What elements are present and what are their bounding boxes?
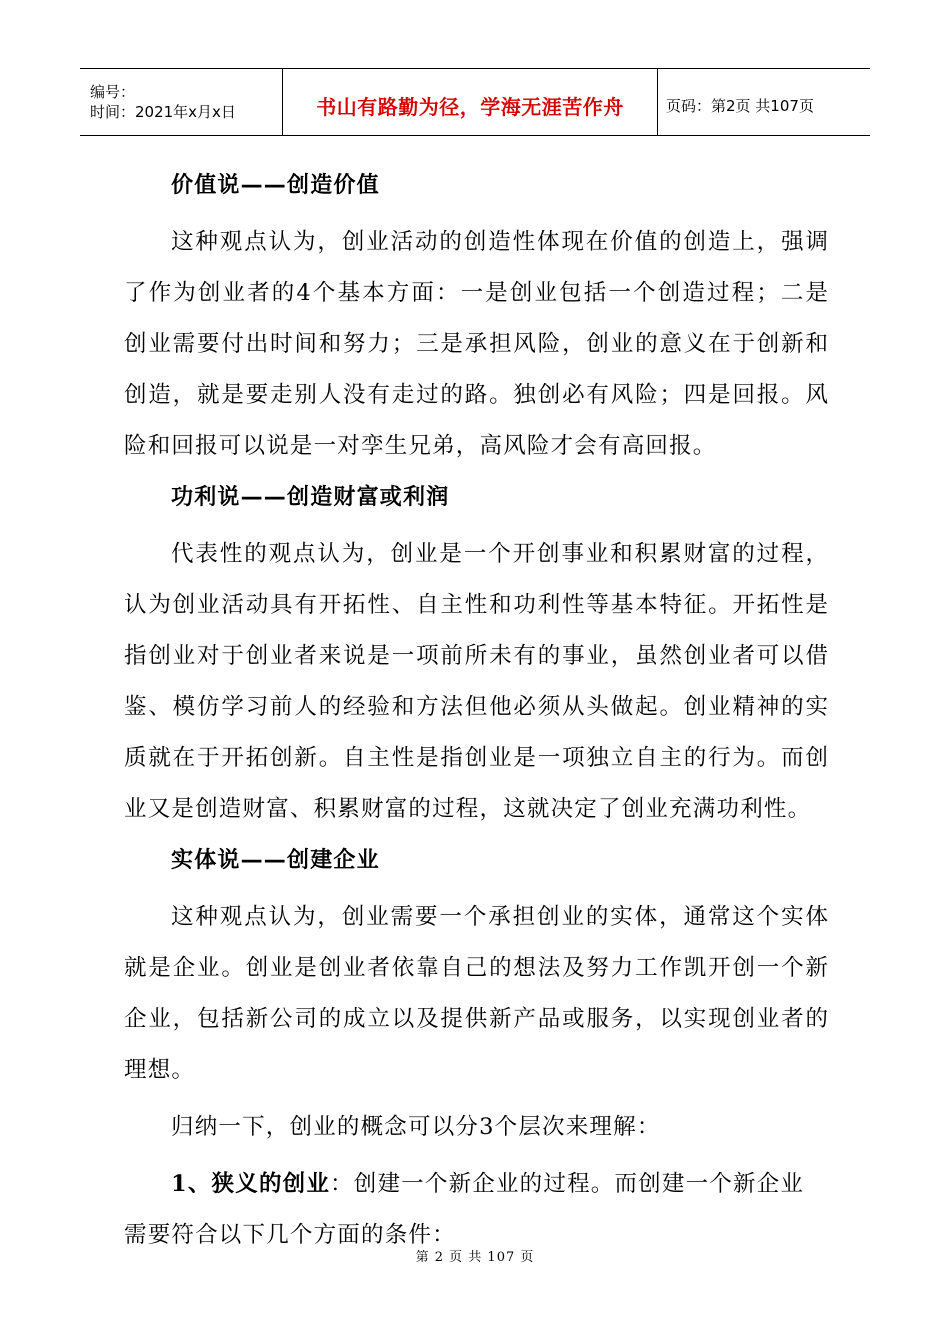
paragraph-line: 创造，就是要走别人没有走过的路。独创必有风险；四是回报。风 bbox=[124, 382, 828, 408]
definition-term: 1、狭义的创业 bbox=[171, 1171, 331, 1197]
definition-text: ：创建一个新企业的过程。而创建一个新企业 bbox=[330, 1171, 805, 1197]
paragraph-line: 理想。 bbox=[124, 1057, 196, 1083]
header-motto: 书山有路勤为径，学海无涯苦作舟 bbox=[316, 94, 624, 119]
document-date: 时间：2021年x月x日 bbox=[90, 103, 236, 121]
paragraph-line: 需要符合以下几个方面的条件： bbox=[124, 1222, 456, 1248]
paragraph-line: 代表性的观点认为，创业是一个开创事业和积累财富的过程， bbox=[171, 541, 828, 567]
header-motto-cell bbox=[283, 69, 658, 135]
document-number: 编号： bbox=[90, 83, 136, 101]
paragraph-line: 险和回报可以说是一对孪生兄弟，高风险才会有高回报。 bbox=[124, 433, 717, 459]
paragraph-line: 指创业对于创业者来说是一项前所未有的事业，虽然创业者可以借 bbox=[124, 643, 828, 669]
section-heading-value: 价值说——创造价值 bbox=[171, 173, 380, 198]
paragraph-line: 企业，包括新公司的成立以及提供新产品或服务，以实现创业者的 bbox=[124, 1006, 828, 1032]
header-meta-cell bbox=[80, 69, 283, 135]
paragraph-line: 这种观点认为，创业活动的创造性体现在价值的创造上，强调 bbox=[171, 229, 828, 255]
paragraph-line: 了作为创业者的4个基本方面：一是创业包括一个创造过程；二是 bbox=[124, 280, 828, 306]
summary-line: 归纳一下，创业的概念可以分3个层次来理解： bbox=[171, 1114, 661, 1140]
header-page-cell bbox=[658, 69, 870, 135]
paragraph-line: 就是企业。创业是创业者依靠自己的想法及努力工作凯开创一个新 bbox=[124, 955, 828, 981]
section-heading-profit: 功利说——创造财富或利润 bbox=[171, 485, 450, 510]
section-heading-entity: 实体说——创建企业 bbox=[171, 848, 380, 873]
document-body bbox=[124, 160, 828, 1261]
header-page-code: 页码：第2页 共107页 bbox=[666, 96, 814, 115]
paragraph-line: 认为创业活动具有开拓性、自主性和功利性等基本特征。开拓性是 bbox=[124, 592, 828, 618]
definition-line bbox=[124, 1159, 828, 1210]
paragraph-line: 创业需要付出时间和努力；三是承担风险，创业的意义在于创新和 bbox=[124, 331, 828, 357]
page-footer: 第 2 页 共 107 页 bbox=[415, 1250, 535, 1265]
paragraph-line: 质就在于开拓创新。自主性是指创业是一项独立自主的行为。而创 bbox=[124, 745, 828, 771]
paragraph-line: 这种观点认为，创业需要一个承担创业的实体，通常这个实体 bbox=[171, 904, 828, 930]
paragraph-line: 鉴、模仿学习前人的经验和方法但他必须从头做起。创业精神的实 bbox=[124, 694, 828, 720]
paragraph-line: 业又是创造财富、积累财富的过程，这就决定了创业充满功利性。 bbox=[124, 796, 812, 822]
page-header bbox=[80, 68, 870, 136]
